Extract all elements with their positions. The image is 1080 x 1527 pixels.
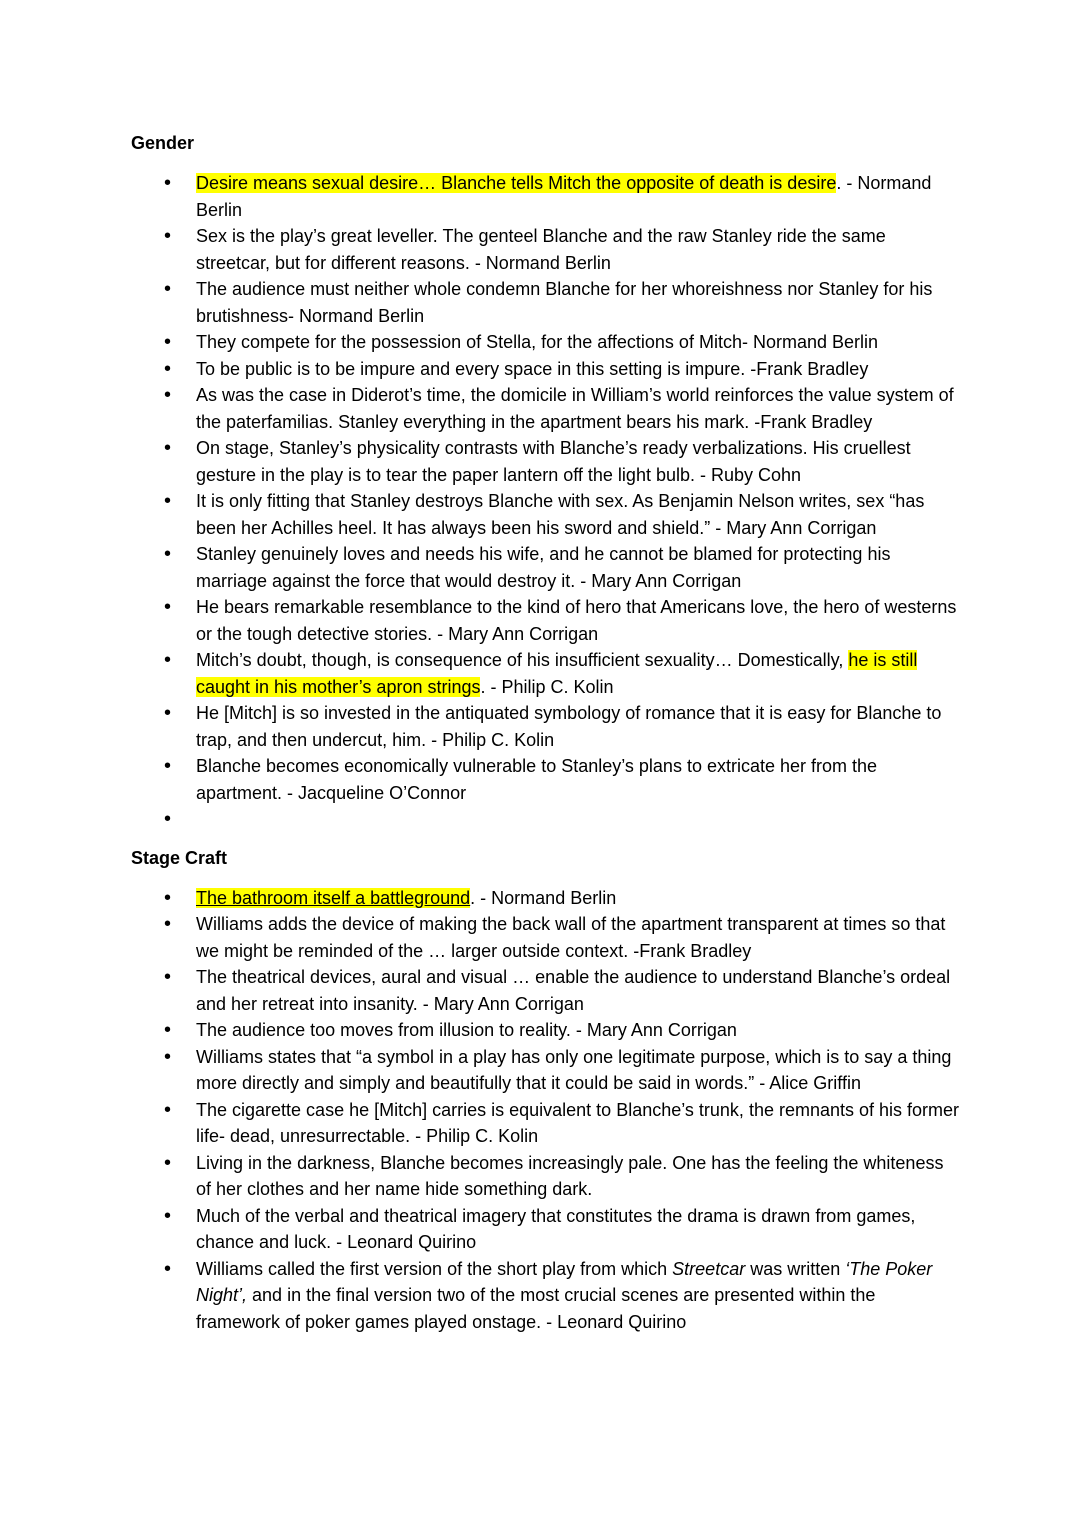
list-item: • As was the case in Diderot’s time, the domicile in William’s world reinforces the value system of the paterfamilias. Stanley everything in the apartment bears his mark. -Frank Bradley: [131, 382, 961, 435]
stage-craft-quote-list: [131, 885, 961, 1336]
list-item: • Williams called the first version of the short play from which Streetcar was written ‘The Poker Night’, and in the final version two of the most crucial scenes are presented within the framework of poker games played onstage. - Leonard Quirino: [131, 1256, 961, 1336]
list-item: • The audience too moves from illusion to reality. - Mary Ann Corrigan: [131, 1017, 961, 1044]
list-item: • Desire means sexual desire… Blanche tells Mitch the opposite of death is desire. - Normand Berlin: [131, 170, 961, 223]
empty-list-item: [131, 806, 961, 833]
italic-title: ‘The Poker Night’,: [196, 1258, 933, 1305]
highlighted-text: The bathroom itself a battleground: [196, 887, 471, 908]
list-item: • Mitch’s doubt, though, is consequence of his insufficient sexuality… Domestically, he is still caught in his mother’s apron strings. - Philip C. Kolin: [131, 647, 961, 700]
section-heading-gender: Gender: [131, 133, 195, 153]
list-item: • Stanley genuinely loves and needs his wife, and he cannot be blamed for protecting his marriage against the force that would destroy it. - Mary Ann Corrigan: [131, 541, 961, 594]
list-item: • Much of the verbal and theatrical imagery that constitutes the drama is drawn from games, chance and luck. - Leonard Quirino: [131, 1203, 961, 1256]
list-item: • To be public is to be impure and every space in this setting is impure. -Frank Bradley: [131, 356, 961, 383]
list-item: • He [Mitch] is so invested in the antiquated symbology of romance that it is easy for Blanche to trap, and then undercut, him. - Philip C. Kolin: [131, 700, 961, 753]
gender-quote-list: [131, 170, 961, 833]
list-item: • The bathroom itself a battleground. - Normand Berlin: [131, 885, 961, 912]
list-item: • The theatrical devices, aural and visual … enable the audience to understand Blanche’s ordeal and her retreat into insanity. - Mary Ann Corrigan: [131, 964, 961, 1017]
list-item: • Williams states that “a symbol in a play has only one legitimate purpose, which is to say a thing more directly and simply and beautifully that it could be said in words.” - Alice Griffin: [131, 1044, 961, 1097]
list-item: • It is only fitting that Stanley destroys Blanche with sex. As Benjamin Nelson writes, sex “has been her Achilles heel. It has always been his sword and shield.” - Mary Ann Corrigan: [131, 488, 961, 541]
document-page: [131, 130, 961, 1335]
list-item: • Living in the darkness, Blanche becomes increasingly pale. One has the feeling the whiteness of her clothes and her name hide something dark.: [131, 1150, 961, 1203]
highlighted-text: he is still caught in his mother’s apron strings: [196, 650, 918, 697]
highlighted-text: Desire means sexual desire… Blanche tells Mitch the opposite of death is desire: [196, 173, 837, 193]
list-item: • The cigarette case he [Mitch] carries is equivalent to Blanche’s trunk, the remnants of his former life- dead, unresurrectable. - Philip C. Kolin: [131, 1097, 961, 1150]
list-item: • They compete for the possession of Stella, for the affections of Mitch- Normand Berlin: [131, 329, 961, 356]
list-item: • On stage, Stanley’s physicality contrasts with Blanche’s ready verbalizations. His cruellest gesture in the play is to tear the paper lantern off the light bulb. - Ruby Cohn: [131, 435, 961, 488]
list-item: • Sex is the play’s great leveller. The genteel Blanche and the raw Stanley ride the same streetcar, but for different reasons. - Normand Berlin: [131, 223, 961, 276]
list-item: • Williams adds the device of making the back wall of the apartment transparent at times so that we might be reminded of the … larger outside context. -Frank Bradley: [131, 911, 961, 964]
list-item: • He bears remarkable resemblance to the kind of hero that Americans love, the hero of westerns or the tough detective stories. - Mary Ann Corrigan: [131, 594, 961, 647]
italic-title: Streetcar: [672, 1258, 746, 1279]
list-item: • Blanche becomes economically vulnerable to Stanley’s plans to extricate her from the apartment. - Jacqueline O’Connor: [131, 753, 961, 806]
list-item: • The audience must neither whole condemn Blanche for her whoreishness nor Stanley for his brutishness- Normand Berlin: [131, 276, 961, 329]
section-heading-stage-craft: Stage Craft: [131, 847, 228, 868]
